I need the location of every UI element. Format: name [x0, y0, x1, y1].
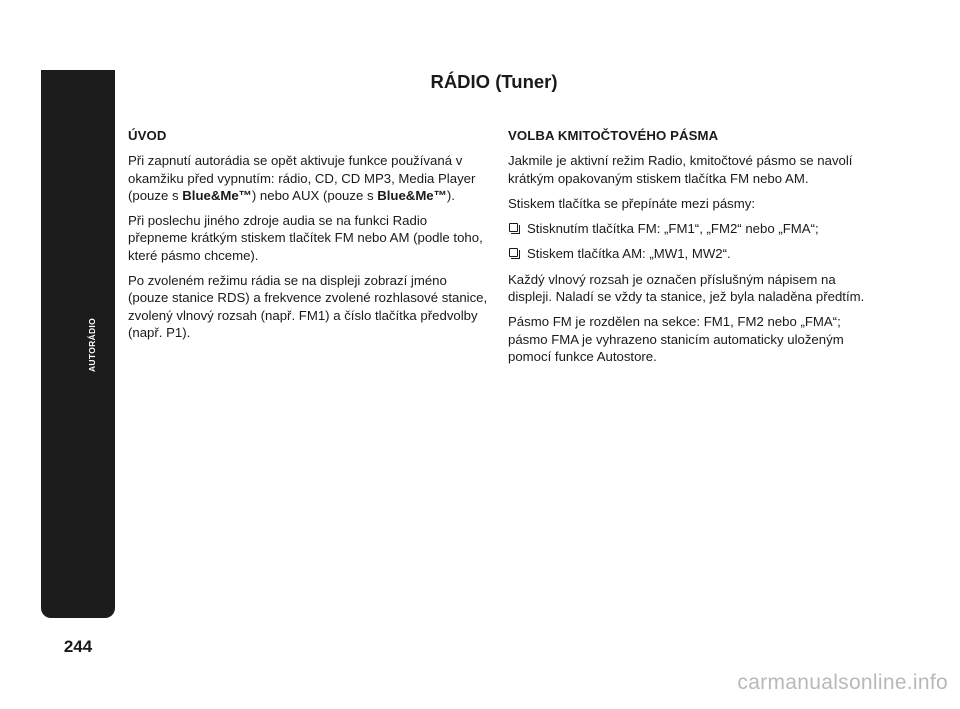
intro-p1-bold-1: Blue&Me™: [182, 187, 252, 203]
intro-p1-mid: ) nebo AUX (pouze s: [251, 187, 378, 203]
bullet-text: Stiskem tlačítka AM: „MW1, MW2“.: [527, 246, 731, 262]
page-title: [0, 71, 960, 93]
band-bullet-list: [508, 220, 870, 263]
band-paragraph-2: Stiskem tlačítka se přepínáte mezi pásmy:: [508, 195, 755, 211]
right-column: [508, 127, 870, 373]
band-paragraph-4: Pásmo FM je rozdělen na sekce: FM1, FM2 nebo „FMA“; pásmo FMA je vyhrazeno stanicím automaticky uloženým pomocí funkce Autostore.: [508, 314, 844, 364]
band-selection-heading: VOLBA KMITOČTOVÉHO PÁSMA: [508, 128, 719, 143]
band-paragraph-3: Každý vlnový rozsah je označen příslušným nápisem na displeji. Naladí se vždy ta stanice, jež byla naladěna předtím.: [508, 271, 865, 305]
intro-paragraph-1: [128, 152, 490, 204]
page-number: 244: [63, 637, 93, 656]
band-paragraph-1: Jakmile je aktivní režim Radio, kmitočtové pásmo se navolí krátkým opakovaným stiskem tlačítka FM nebo AM.: [508, 153, 853, 186]
section-sidebar: [41, 70, 115, 618]
list-item: [508, 245, 870, 262]
watermark: carmanualsonline.info: [737, 671, 948, 694]
intro-paragraph-2: Při poslechu jiného zdroje audia se na funkci Radio přepneme krátkým stiskem tlačítek FM nebo AM (podle toho, které pásmo chceme).: [128, 213, 483, 263]
intro-paragraph-3: Po zvoleném režimu rádia se na displeji zobrazí jméno (pouze stanice RDS) a frekvence zvolené rozhlasové stanice, zvolený vlnový rozsah (např. FM1) a číslo tlačítka předvolby (např. P1).: [128, 273, 488, 340]
checkbox-bullet-icon: [509, 223, 518, 232]
list-item: [508, 220, 870, 237]
page-title-text: RÁDIO (Tuner): [430, 71, 558, 92]
bullet-text: Stisknutím tlačítka FM: „FM1“, „FM2“ nebo „FMA“;: [527, 221, 819, 237]
intro-p1-text: Při zapnutí autorádia se opět aktivuje funkce používaná v okamžiku před vypnutím: rádio, CD, CD MP3, Media Player (pouze s: [128, 153, 476, 203]
intro-heading: ÚVOD: [128, 128, 167, 143]
intro-p1-bold-2: Blue&Me™: [377, 187, 447, 203]
checkbox-bullet-icon: [509, 248, 518, 257]
section-label: AUTORÁDIO: [87, 317, 97, 373]
intro-p1-end: ).: [446, 187, 455, 203]
left-column: [128, 127, 490, 349]
